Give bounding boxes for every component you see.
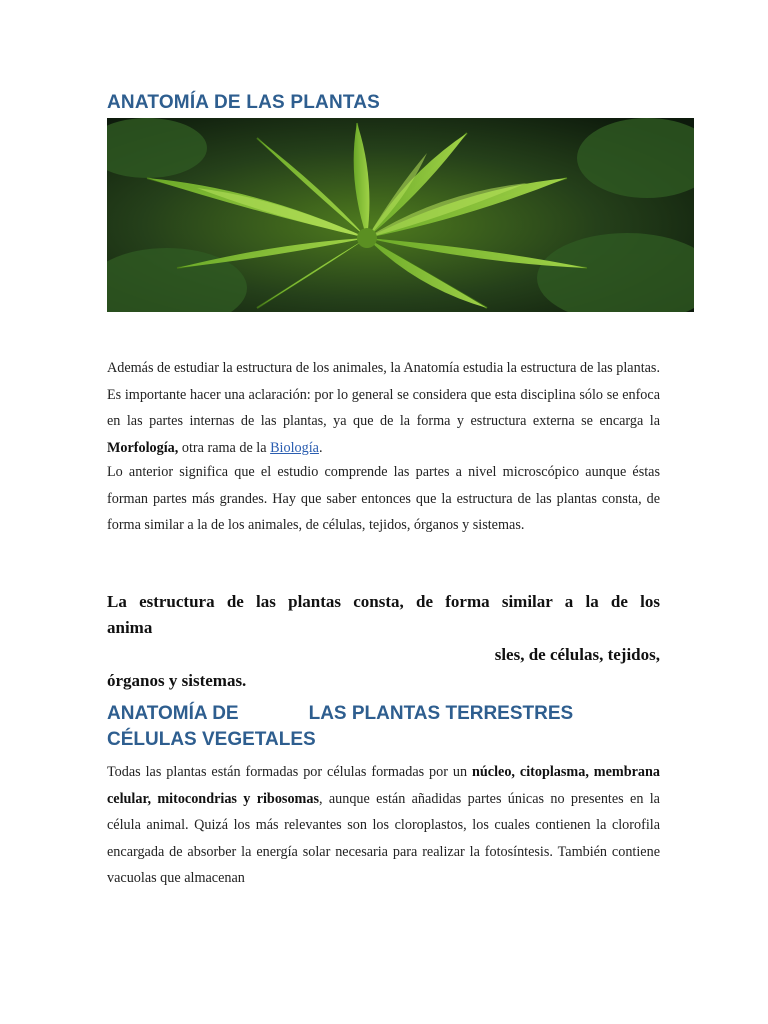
page-title: ANATOMÍA DE LAS PLANTAS (107, 92, 381, 113)
heading-part-1: ANATOMÍA DE (107, 703, 239, 724)
bold-cell-parts: núcleo, citoplasma, membrana celular, mitocondrias y ribosomas (107, 764, 660, 807)
paragraph-text: Además de estudiar la estructura de los animales, la Anatomía estudia la estructura de las plantas. Es importante hacer una aclaración: por lo general se considera que esta disciplina sólo se enfoca en las partes internas de las plantas, ya que de la forma y estructura externa se encarga la (107, 360, 660, 429)
pullquote-line-1b: anima (107, 618, 153, 637)
cells-paragraph (107, 759, 660, 892)
intro-paragraph (107, 355, 660, 461)
subsection-heading: CÉLULAS VEGETALES (107, 729, 316, 750)
heading-part-2: LAS PLANTAS TERRESTRES (308, 703, 574, 724)
bold-term-morfologia: Morfología, (107, 439, 179, 456)
pullquote-line-2: sles, de células, tejidos, (494, 645, 660, 664)
second-paragraph: Lo anterior significa que el estudio comprende las partes a nivel microscópico aunque éstas forman partes más grandes. Hay que saber entonces que la estructura de las plantas consta, de forma similar a la de los animales, de células, tejidos, órganos y sistemas. (107, 464, 660, 533)
fern-photo (107, 118, 694, 312)
paragraph-text: otra rama de la (178, 439, 271, 456)
pullquote-line-3: órganos y sistemas. (107, 671, 247, 690)
paragraph-text: , aunque están añadidas partes únicas no presentes en la célula animal. Quizá los más relevantes son los cloroplastos, los cuales contienen la clorofila encargada de absorber la energía solar necesaria para realizar la fotosíntesis. También contiene vacuolas que almacenan (107, 790, 660, 886)
fern-image-icon (107, 118, 694, 312)
biologia-link[interactable]: Biología (270, 439, 319, 456)
paragraph-text: . (318, 439, 323, 456)
paragraph-text: Todas las plantas están formadas por células formadas por un (107, 764, 473, 780)
section-heading (107, 703, 573, 725)
pullquote-line-1: La estructura de las plantas consta, de forma similar a la de los (107, 592, 660, 611)
